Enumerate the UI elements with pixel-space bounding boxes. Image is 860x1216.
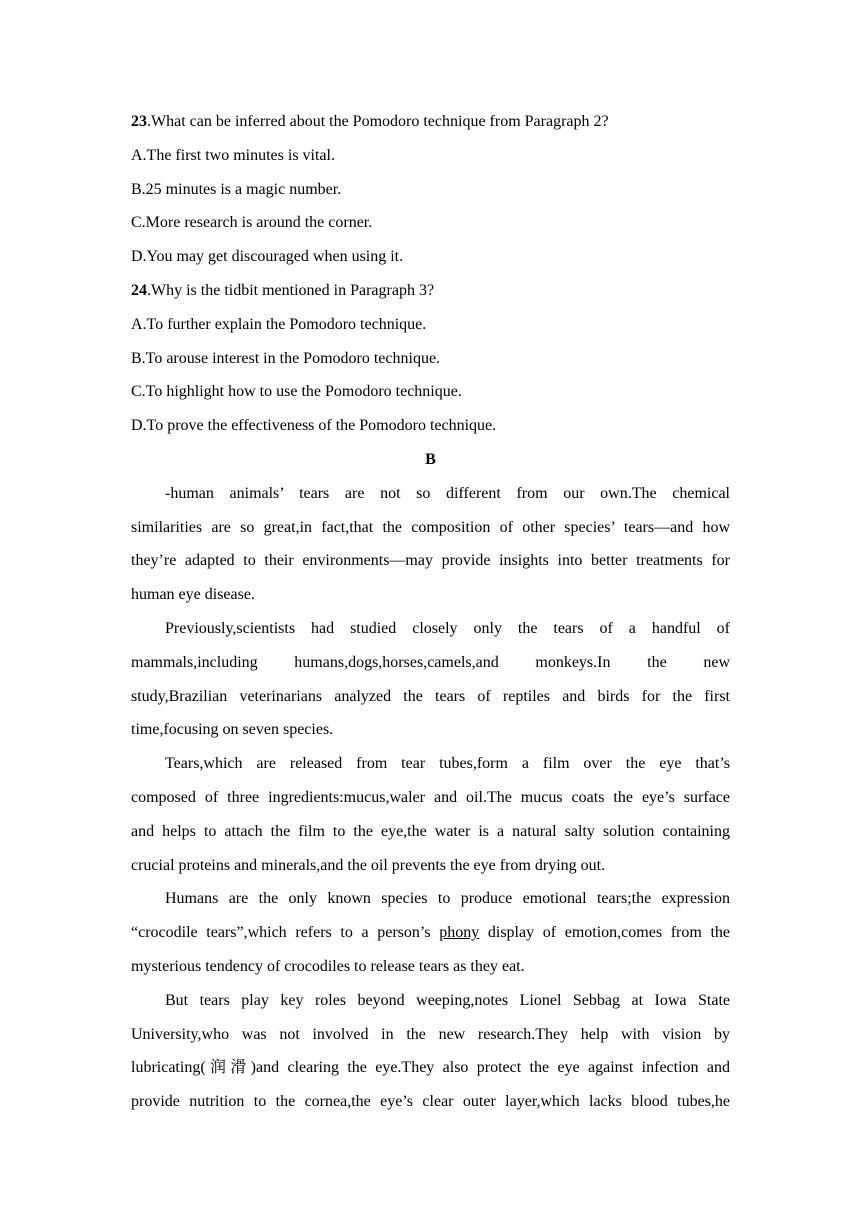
paragraph-line: Tears,which are released from tear tubes,form a film over the eye that’s: [165, 755, 730, 773]
question-number: 23: [131, 113, 147, 130]
paragraph-line: human eye disease.: [131, 586, 255, 604]
question-23-option-c: C.More research is around the corner.: [131, 214, 373, 232]
document-page: [131, 105, 730, 1119]
paragraph-line: But tears play key roles beyond weeping,notes Lionel Sebbag at Iowa State: [165, 991, 730, 1009]
question-23-option-b: B.25 minutes is a magic number.: [131, 180, 342, 198]
question-24-option-d: D.To prove the effectiveness of the Pomodoro technique.: [131, 417, 497, 435]
paragraph-line: mysterious tendency of crocodiles to release tears as they eat.: [131, 957, 525, 975]
question-number: 24: [131, 281, 147, 299]
text-segment: “crocodile tears”,which refers to a person’s: [131, 924, 440, 942]
question-24-option-c: C.To highlight how to use the Pomodoro technique.: [131, 383, 462, 401]
question-23-option-a: A.The first two minutes is vital.: [131, 146, 335, 164]
text-segment: display of emotion,comes from the: [479, 924, 730, 942]
paragraph-line: composed of three ingredients:mucus,waler and oil.The mucus coats the eye’s surface: [131, 788, 730, 806]
passage-paragraph-5: [131, 984, 730, 1119]
question-text: .What can be inferred about the Pomodoro technique from Paragraph 2?: [147, 113, 609, 130]
paragraph-line: -human animals’ tears are not so different from our own.The chemical: [165, 484, 730, 502]
paragraph-line: time,focusing on seven species.: [131, 721, 334, 739]
paragraph-line: mammals,including humans,dogs,horses,camels,and monkeys.In the new: [131, 653, 730, 671]
question-23-option-d: D.You may get discouraged when using it.: [131, 248, 404, 266]
passage-paragraph-4: [131, 882, 730, 983]
paragraph-line: Previously,scientists had studied closely only the tears of a handful of: [165, 619, 730, 637]
section-title: B: [425, 450, 436, 468]
paragraph-line: and helps to attach the film to the eye,the water is a natural salty solution containing: [131, 822, 730, 840]
paragraph-line: study,Brazilian veterinarians analyzed the tears of reptiles and birds for the first: [131, 687, 730, 705]
paragraph-line: [131, 916, 730, 950]
passage-paragraph-3: [131, 747, 730, 882]
underlined-word: phony: [439, 924, 480, 942]
paragraph-line: lubricating(润滑)and clearing the eye.They also protect the eye against infection and: [131, 1059, 730, 1077]
paragraph-line: they’re adapted to their environments—may provide insights into better treatments for: [131, 552, 730, 570]
paragraph-line: provide nutrition to the cornea,the eye’s clear outer layer,which lacks blood tubes,he: [131, 1093, 730, 1111]
question-24-stem: [131, 274, 730, 308]
passage-paragraph-1: [131, 477, 730, 612]
paragraph-line: Humans are the only known species to produce emotional tears;the expression: [165, 890, 730, 908]
paragraph-line: similarities are so great,in fact,that the composition of other species’ tears—and how: [131, 518, 730, 536]
paragraph-line: crucial proteins and minerals,and the oil prevents the eye from drying out.: [131, 856, 606, 874]
question-text: .Why is the tidbit mentioned in Paragraph 3?: [147, 281, 435, 299]
question-24-option-a: A.To further explain the Pomodoro technique.: [131, 315, 427, 333]
paragraph-line: University,who was not involved in the new research.They help with vision by: [131, 1025, 730, 1043]
question-23-stem: [131, 105, 730, 139]
question-24-option-b: B.To arouse interest in the Pomodoro technique.: [131, 349, 441, 367]
passage-paragraph-2: [131, 612, 730, 747]
